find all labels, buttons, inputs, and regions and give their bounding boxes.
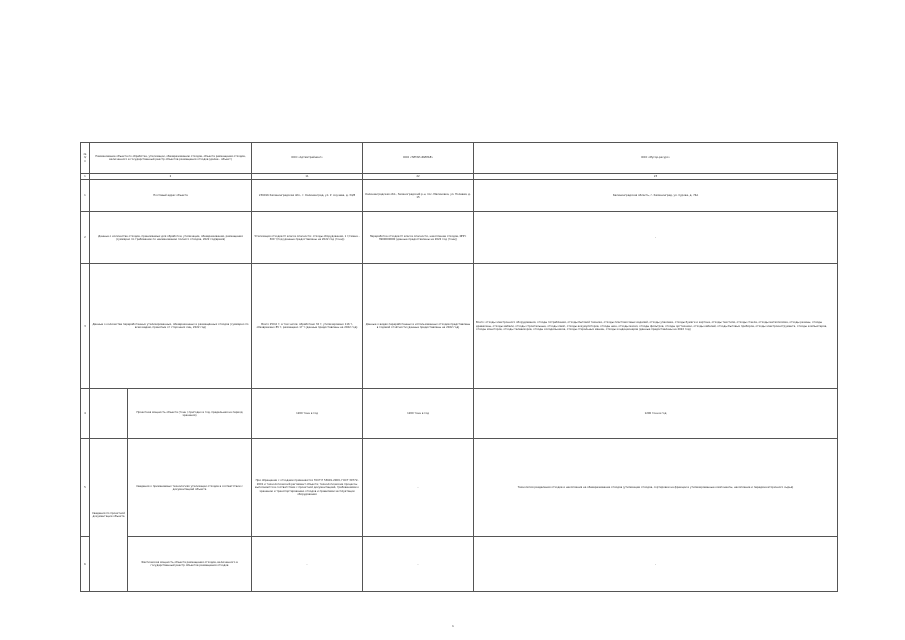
table-cell: Технология разделения отходов и накопления на обезвреживание отходов (утилизации отходов, сортировки на фракции и утилизированные компоненты, накопление и передача вторичного сырья) [474, 439, 838, 537]
column-number: 23 [474, 174, 838, 180]
table-cell: При обращении с отходами применяются ГОСТ Р 53691-2009, ГОСТ 30772-2001 и технологический регламент объекта; технологические процессы выполняются в соответствии с проектной документацией, требованиями к хранению и транспортированию отходов и правилами эксплуатации оборудования [252, 439, 363, 537]
row-group-label: Сведения по проектной документации объекта [90, 439, 128, 592]
table-cell: - [363, 537, 474, 592]
table-cell: Всего: отходы электронного оборудования, отходы потребления, отходы бытовой техники, отходы пластмассовых изделий, отходы упаковки, отходы бумаги и картона, отходы текстиля, отходы стекла, отходы металлолома, отходы резины, отходы древесины, отходы мебели, отходы строительные, отходы ламп, отходы аккумуляторов, отходы шин, отходы масел, отходы фильтров, отходы оргтехники, отходы кабелей, отходы бытовых приборов, отходы электроинструмента, отходы компьютеров, отходы мониторов, отходы телевизоров, отходы холодильников, отходы стиральных машин, отходы кондиционеров (данные предоставлены на 2022 год) [474, 264, 838, 389]
row-label: Данные о количестве переработанных утилизированных, обезвреженных и размещённых отходов (суммарно по всем видам, принятым от сторонних лиц, 2022 год) [90, 264, 252, 389]
page-number: 1 [452, 624, 454, 628]
table-cell: 1200 тонн в год [252, 389, 363, 439]
table-cell: Данные о видах переработанных и использованных отходов представлены в годовой отчётности (данные предоставлены на 2022 год) [363, 264, 474, 389]
row-number: 4 [81, 389, 90, 439]
header-company-2: ООО «ТИТАН-ЖИЛЬЕ» [363, 143, 474, 174]
header-row-no: № п/п [81, 143, 90, 174]
row-number: 3 [81, 264, 90, 389]
table-row [81, 180, 838, 212]
table-cell: 236016 Калининградская обл., г. Калининград, ул. У. Ачучева, д. 34/8 [252, 180, 363, 212]
row-label: Проектная мощность объекта (тонн / пригодно в год, предельная на период хранения) [128, 389, 252, 439]
row-group-empty [90, 389, 128, 439]
column-number: 22 [363, 174, 474, 180]
row-number: 6 [81, 537, 90, 592]
row-label: Почтовый адрес объекта [90, 180, 252, 212]
row-number: 1 [81, 180, 90, 212]
table-row [81, 439, 838, 537]
column-number: 2 [90, 174, 252, 180]
table-cell: Калининградская область, г. Калининград, ул. Сурова, д. 74А [474, 180, 838, 212]
row-label: Данные о количестве отходов, принимаемых для обработки, утилизации, обезвреживания, размещения (суммарно по требованию по наименованию полного отходов, 2022 год/время) [90, 212, 252, 264]
table-row [81, 389, 838, 439]
table-cell: Всего 250,0 т, в том числе: обработано 32 т, утилизировано 116 т, обезврежено 85 т, размещено 17 т (данные предоставлены на 2022 год) [252, 264, 363, 389]
table-cell: 1200 тонн в год [474, 389, 838, 439]
table-row [81, 212, 838, 264]
table-cell: Утилизация отходов IV класса опасности: отходы оборудования, 1 т/смена - 300 т/год (данные предоставлены на 2022 год (тонн)) [252, 212, 363, 264]
row-label: Фактическая мощность объекта размещения отходов, включенного в государственный реестр объектов размещения отходов [128, 537, 252, 592]
table-cell: - [474, 212, 838, 264]
table-row [81, 537, 838, 592]
row-label: Сведения о применяемых технологиях утилизации отходов в соответствии с документацией объекта [128, 439, 252, 537]
row-number: 2 [81, 212, 90, 264]
header-company-1: ООО «Артемтрейнинг» [252, 143, 363, 174]
table-cell: - [252, 537, 363, 592]
table-cell: Калининградская обл., Зеленоградский р-н, пос. Малиновка, ул. Полевая, д. 15 [363, 180, 474, 212]
header-object-name: Наименование объекта по обработке, утилизации, обезвреживанию отходов, объекта размещения отходов, включенного в государственный реестр объектов размещения отходов (далее - объект) [90, 143, 252, 174]
table-cell: - [363, 439, 474, 537]
table-cell: Переработка отходов IV класса опасности, накопление отходов, ИНН: 3900000000 (данные предоставлены на 2022 год (тонн)) [363, 212, 474, 264]
header-company-3: ООО «Мусор-ресурс» [474, 143, 838, 174]
column-number: 11 [252, 174, 363, 180]
waste-objects-table [80, 142, 838, 592]
column-number: 1 [81, 174, 90, 180]
row-number: 5 [81, 439, 90, 537]
table-cell: - [474, 537, 838, 592]
table-cell: 1200 тонн в год [363, 389, 474, 439]
table-row [81, 264, 838, 389]
table-header-row [81, 143, 838, 174]
